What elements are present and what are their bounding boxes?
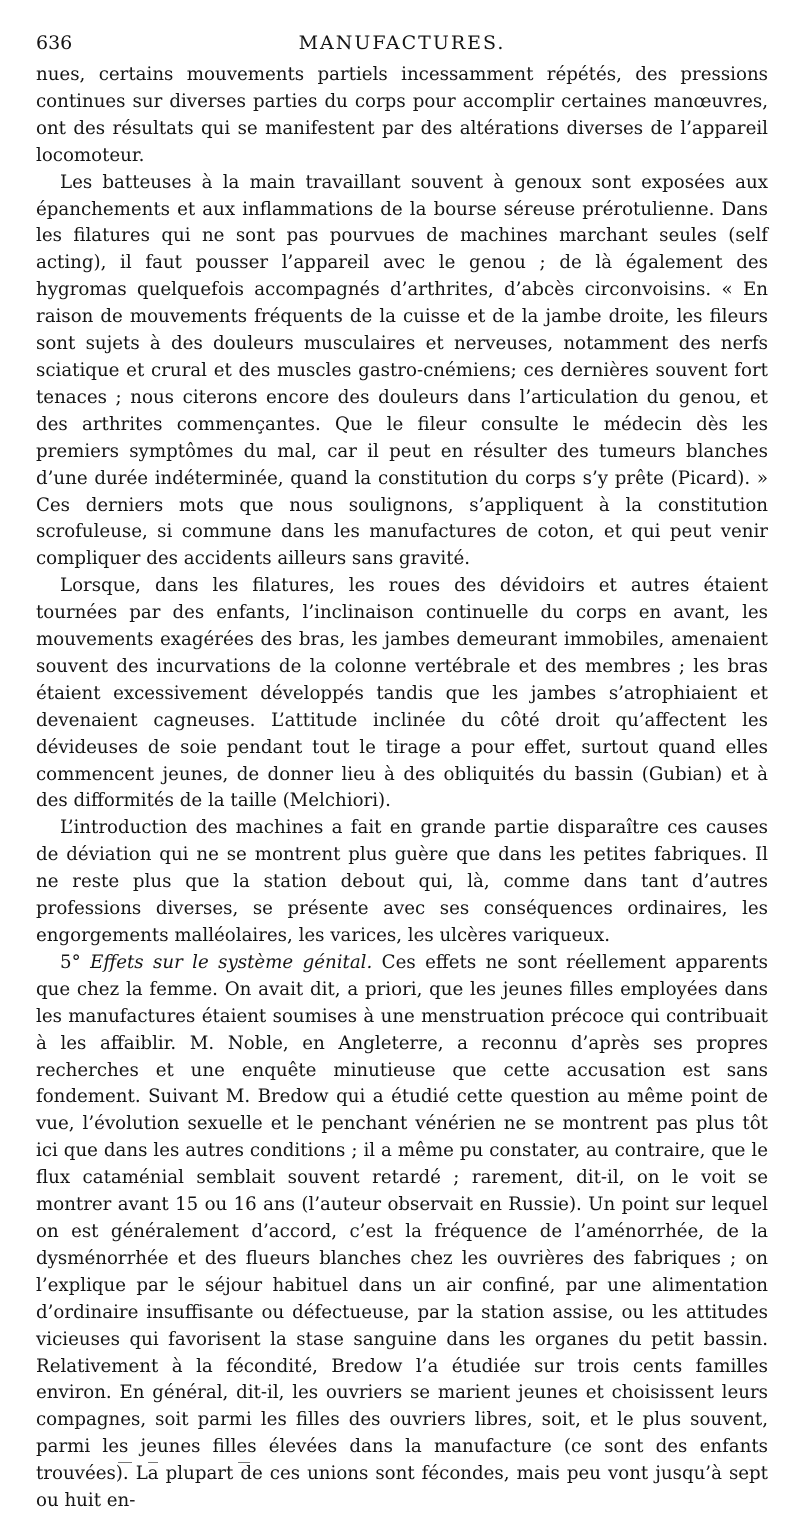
paragraph-text: Lorsque, dans les filatures, les roues des dévidoirs et autres étaient tournées par des enfants, l’inclinaison continuelle du corps en avant, les mouvements exagérées des bras, les jambes demeurant immobiles, amenaient souvent des incurvations de la colonne vertébrale et des membres ; les bras étaient excessivement développés tandis que les jambes s’atrophiaient et devenaient cagneuses. L’attitude inclinée du côté droit qu’affectent les dévideuses de soie pendant tout le tirage a pour effet, surtout quand elles commencent jeunes, de donner lieu à des obliquités du bassin (Gubian) et à des difformités de la taille (Melchiori). [36,575,768,812]
body-text [36,62,768,1515]
paragraph-text: nues, certains mouvements partiels incessamment répétés, des pressions continues sur diverses parties du corps pour accomplir certaines manœuvres, ont des résultats qui se manifestent par des altérations diverses de l’appareil locomoteur. [36,64,768,166]
paragraph-text: Ces effets ne sont réellement apparents que chez la femme. On avait dit, a priori, que les jeunes filles employées dans les manufactures étaient soumises à une menstruation précoce qui contribuait à les affaiblir. M. Noble, en Angleterre, a reconnu d’après ses propres recherches et une enquête minutieuse que cette accusation est sans fondement. Suivant M. Bredow qui a étudié cette question au même point de vue, l’évolution sexuelle et le penchant vénérien ne se montrent pas plus tôt ici que dans les autres conditions ; il a même pu constater, au contraire, que le flux cataménial semblait souvent retardé ; rarement, dit-il, on le voit se montrer avant 15 ou 16 ans (l’auteur observait en Russie). Un point sur lequel on est généralement d’accord, c’est la fréquence de l’aménorrhée, de la dysménorrhée et des flueurs blanches chez les ouvrières des fabriques ; on l’explique par le séjour habituel dans un air confiné, par une alimentation d’ordinaire insuffisante ou défectueuse, par la station assise, ou les attitudes vicieuses qui favorisent la stase sanguine dans les organes du petit bassin. Relativement à la fécondité, Bredow l’a étudiée sur trois cents familles environ. En général, dit-il, les ouvriers se marient jeunes et choisissent leurs compagnes, soit parmi les filles des ouvriers libres, soit, et le plus souvent, parmi les jeunes filles élevées dans la manufacture (ce sont des enfants trouvées). La plupart de ces unions sont fécondes, mais peu vont jusqu’à sept ou huit en- [36,951,768,1512]
paragraph-text: L’introduction des machines a fait en grande partie disparaître ces causes de déviation qui ne se montrent plus guère que dans les petites fabriques. Il ne reste plus que la station debout qui, là, comme dans tant d’autres professions diverses, se présente avec ses conséquences ordinaires, les engorgements malléolaires, les varices, les ulcères variqueux. [36,817,768,946]
book-page [36,26,768,1515]
footer-print-marks [118,1462,258,1470]
chapter-title: MANUFACTURES. [298,32,506,54]
page-number: 636 [36,32,73,54]
paragraph-continuation [36,62,768,170]
paragraph [36,573,768,815]
section-paragraph [36,950,768,1515]
paragraph [36,815,768,950]
paragraph [36,170,768,574]
section-heading: Effets sur le système génital. [90,951,373,973]
paragraph-text: Les batteuses à la main travaillant souvent à genoux sont exposées aux épanchements et aux inflammations de la bourse séreuse prérotulienne. Dans les filatures qui ne sont pas pourvues de machines marchant seules (self acting), il faut pousser l’appareil avec le genou ; de là également des hygromas quelquefois accompagnés d’arthrites, d’abcès circonvoisins. « En raison de mouvements fréquents de la cuisse et de la jambe droite, les fileurs sont sujets à des douleurs musculaires et nerveuses, notamment des nerfs sciatique et crural et des muscles gastro-cnémiens; ces dernières souvent fort tenaces ; nous citerons encore des douleurs dans l’articulation du genou, et des arthrites commençantes. Que le fileur consulte le médecin dès les premiers symptômes du mal, car il peut en résulter des tumeurs blanches d’une durée indéterminée, quand la constitution du corps s’y prête (Picard). » Ces derniers mots que nous soulignons, s’appliquent à la constitution scrofuleuse, si commune dans les manufactures de coton, et qui peut venir compliquer des accidents ailleurs sans gravité. [36,171,768,570]
section-number: 5° [60,951,81,973]
running-head [36,26,768,62]
